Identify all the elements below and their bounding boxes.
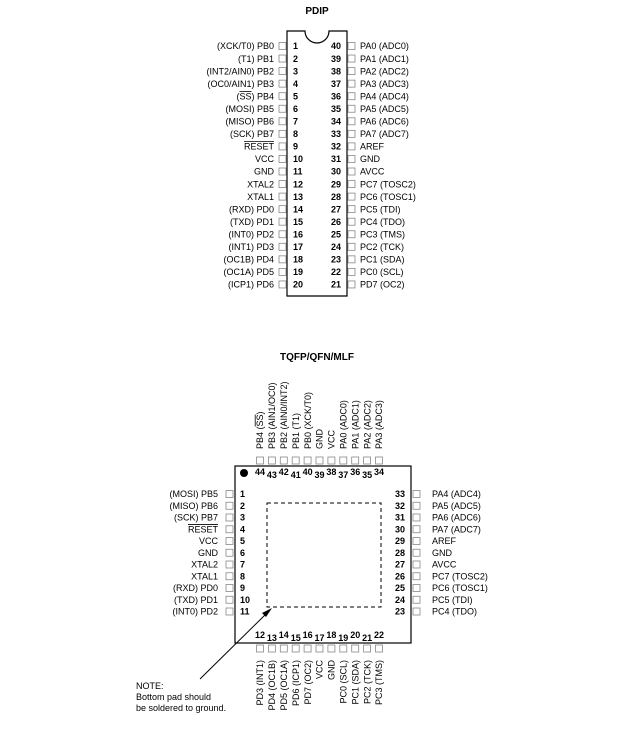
tqfp-package (136, 352, 488, 713)
tqfp-pin-27-label: AVCC (432, 559, 457, 570)
pdip-pin-3-number: 3 (293, 66, 299, 77)
pdip-pin-33-number: 33 (330, 129, 341, 140)
pdip-pin-14-number: 14 (293, 204, 304, 215)
tqfp-pin-36-label: PA1 (ADC1) (350, 400, 361, 449)
tqfp-pin-25-label: PC6 (TOSC1) (432, 583, 488, 594)
tqfp-pin-26-label: PC7 (TOSC2) (432, 571, 488, 582)
pdip-pin-23-number: 23 (330, 254, 341, 265)
pin1-marker-dot (240, 469, 248, 477)
tqfp-pin-24-number: 24 (394, 594, 405, 605)
pdip-pin-7-number: 7 (293, 116, 299, 127)
tqfp-pin-21-number: 21 (362, 633, 373, 643)
tqfp-pin-16-lead (304, 645, 311, 652)
pdip-pin-21-label: PD7 (OC2) (360, 279, 405, 290)
tqfp-pin-5-lead (226, 538, 233, 545)
pdip-pin-9-number: 9 (293, 141, 299, 152)
pdip-pin-2-number: 2 (293, 53, 299, 64)
tqfp-pin-23-lead (413, 608, 420, 615)
tqfp-pin-13-lead (268, 645, 275, 652)
pdip-pin-24-number: 24 (330, 242, 341, 252)
pdip-pin-34-label: PA6 (ADC6) (360, 116, 409, 127)
pdip-pin-18-label: (OC1B) PD4 (223, 254, 274, 265)
tqfp-pin-17-label: VCC (314, 660, 325, 680)
tqfp-pin-25-lead (413, 585, 420, 592)
pdip-pin-31-label: GND (360, 154, 380, 165)
tqfp-pin-17-number: 17 (314, 633, 325, 643)
pdip-pin-32-lead (348, 143, 355, 150)
pdip-pin-25-number: 25 (330, 229, 341, 240)
pdip-pin-28-label: PC6 (TOSC1) (360, 191, 416, 202)
pdip-pin-4-lead (279, 80, 286, 87)
tqfp-pin-44-number: 44 (254, 467, 266, 477)
pdip-pin-25-lead (348, 231, 355, 238)
pdip-pin-40-number: 40 (330, 41, 341, 52)
pdip-pin-40-lead (348, 43, 355, 50)
pdip-pin-22-number: 22 (330, 267, 341, 278)
pdip-pin-30-number: 30 (330, 166, 341, 177)
tqfp-pin-31-number: 31 (394, 512, 405, 523)
pdip-pin-38-label: PA2 (ADC2) (360, 66, 409, 77)
pdip-pin-24-lead (348, 243, 355, 250)
tqfp-pin-26-number: 26 (394, 571, 405, 582)
tqfp-pin-31-lead (413, 514, 420, 521)
pdip-pin-7-label: (MISO) PB6 (225, 116, 274, 127)
tqfp-pin-4-label: RESET (187, 524, 218, 535)
tqfp-pin-6-lead (226, 549, 233, 556)
pdip-pin-23-lead (348, 256, 355, 263)
tqfp-pin-13-label: PD4 (OC1B) (267, 660, 278, 711)
pdip-pin-12-lead (279, 181, 286, 188)
pdip-pin-16-label: (INT0) PD2 (228, 229, 274, 240)
pdip-pin-39-lead (348, 55, 355, 62)
tqfp-pin-41-lead (292, 457, 299, 464)
pdip-pin-10-label: VCC (254, 154, 274, 165)
tqfp-pin-20-lead (352, 645, 359, 652)
tqfp-pin-33-number: 33 (394, 489, 405, 500)
tqfp-pin-9-lead (226, 585, 233, 592)
pdip-pin-35-number: 35 (330, 103, 341, 114)
tqfp-pin-6-label: GND (198, 547, 218, 558)
pdip-pin-14-lead (279, 206, 286, 213)
pdip-pin-24-label: PC2 (TCK) (360, 242, 405, 252)
pdip-pin-14-label: (RXD) PD0 (228, 204, 274, 215)
tqfp-pin-41-number: 41 (290, 470, 301, 480)
tqfp-pin-35-lead (364, 457, 371, 464)
pdip-pin-19-lead (279, 268, 286, 275)
tqfp-pin-27-number: 27 (394, 559, 405, 570)
pdip-pin-4-number: 4 (293, 78, 299, 89)
pdip-pin-11-number: 11 (293, 166, 303, 177)
tqfp-pin-28-number: 28 (394, 547, 405, 558)
pdip-pin-20-label: (ICP1) PD6 (227, 279, 274, 290)
pdip-pin-36-lead (348, 93, 355, 100)
tqfp-pin-8-lead (226, 573, 233, 580)
tqfp-pin-14-number: 14 (278, 630, 289, 640)
tqfp-pin-28-label: GND (432, 547, 452, 558)
pdip-pin-38-lead (348, 68, 355, 75)
tqfp-pin-34-lead (376, 457, 383, 464)
pdip-title: PDIP (305, 6, 329, 17)
tqfp-pin-18-number: 18 (326, 630, 337, 640)
pdip-pin-12-number: 12 (293, 179, 304, 190)
tqfp-pin-36-number: 36 (350, 467, 361, 477)
tqfp-pin-24-lead (413, 596, 420, 603)
pdip-pin-37-lead (348, 80, 355, 87)
tqfp-pin-30-label: PA7 (ADC7) (432, 524, 481, 535)
tqfp-pin-10-number: 10 (240, 594, 251, 605)
tqfp-pin-43-label: PB3 (AIN1/OC0) (267, 382, 278, 449)
pdip-pin-1-number: 1 (293, 41, 299, 52)
pdip-pin-1-label: (XCK/T0) PB0 (216, 41, 274, 52)
pdip-pin-37-number: 37 (330, 78, 341, 89)
tqfp-pin-4-lead (226, 526, 233, 533)
pdip-pin-9-lead (279, 143, 286, 150)
tqfp-pin-42-number: 42 (278, 467, 289, 477)
tqfp-pin-10-lead (226, 596, 233, 603)
pdip-pin-23-label: PC1 (SDA) (360, 254, 405, 265)
tqfp-pin-19-number: 19 (338, 633, 349, 643)
tqfp-pin-18-label: GND (326, 660, 337, 680)
tqfp-pin-35-number: 35 (362, 470, 373, 480)
tqfp-pin-44-label: PB4 (SS) (255, 411, 266, 449)
tqfp-pin-22-label: PC3 (TMS) (374, 660, 385, 705)
tqfp-pin-7-label: XTAL2 (191, 559, 218, 570)
pdip-pin-10-lead (279, 155, 286, 162)
pdip-pin-38-number: 38 (330, 66, 341, 77)
tqfp-pin-19-label: PC0 (SCL) (338, 660, 349, 704)
pdip-pin-32-label: AREF (360, 141, 385, 152)
tqfp-pin-1-label: (MOSI) PB5 (169, 489, 218, 500)
tqfp-pin-41-label: PB1 (T1) (290, 412, 301, 449)
pdip-package (206, 6, 415, 296)
pdip-pin-39-label: PA1 (ADC1) (360, 53, 409, 64)
tqfp-pin-23-label: PC4 (TDO) (432, 606, 477, 617)
tqfp-pin-40-number: 40 (302, 467, 313, 477)
pdip-pin-17-number: 17 (293, 242, 304, 252)
tqfp-pin-14-lead (280, 645, 287, 652)
tqfp-pin-8-label: XTAL1 (191, 571, 218, 582)
tqfp-pin-17-lead (316, 645, 323, 652)
pdip-pin-11-label: GND (254, 166, 274, 177)
tqfp-pin-2-lead (226, 502, 233, 509)
pdip-pin-2-lead (279, 55, 286, 62)
tqfp-pin-19-lead (340, 645, 347, 652)
pdip-pin-17-label: (INT1) PD3 (228, 242, 274, 252)
pdip-pin-3-label: (INT2/AIN0) PB2 (206, 66, 274, 77)
tqfp-pin-11-number: 11 (240, 606, 250, 617)
tqfp-pin-29-label: AREF (432, 536, 457, 547)
pdip-pin-1-lead (279, 43, 286, 50)
tqfp-pin-3-label: (SCK) PB7 (173, 512, 218, 523)
tqfp-pin-36-lead (352, 457, 359, 464)
pdip-pin-8-label: (SCK) PB7 (229, 129, 274, 140)
tqfp-pin-34-number: 34 (373, 467, 385, 477)
tqfp-pin-38-label: VCC (326, 429, 337, 449)
tqfp-pin-7-number: 7 (240, 559, 246, 570)
pdip-pin-25-label: PC3 (TMS) (360, 229, 405, 240)
pdip-pin-8-number: 8 (293, 129, 299, 140)
tqfp-pin-12-label: PD3 (INT1) (255, 660, 266, 706)
pdip-pin-16-lead (279, 231, 286, 238)
pdip-pin-15-lead (279, 218, 286, 225)
pdip-pin-39-number: 39 (330, 53, 341, 64)
pdip-pin-29-lead (348, 181, 355, 188)
pdip-pin-30-label: AVCC (360, 166, 385, 177)
tqfp-pin-20-number: 20 (350, 630, 361, 640)
pdip-pin-13-lead (279, 193, 286, 200)
tqfp-pin-18-lead (328, 645, 335, 652)
pdip-pin-16-number: 16 (293, 229, 304, 240)
pdip-pin-30-lead (348, 168, 355, 175)
tqfp-pin-12-number: 12 (254, 630, 266, 640)
tqfp-pin-5-label: VCC (198, 536, 218, 547)
pdip-pin-27-label: PC5 (TDI) (360, 204, 401, 215)
pdip-pin-28-lead (348, 193, 355, 200)
pdip-pin-33-lead (348, 130, 355, 137)
pdip-pin-6-label: (MOSI) PB5 (225, 103, 274, 114)
tqfp-pin-43-number: 43 (266, 470, 277, 480)
tqfp-pin-22-number: 22 (373, 630, 385, 640)
tqfp-pin-14-label: PD5 (OC1A) (279, 660, 289, 711)
pdip-pin-26-lead (348, 218, 355, 225)
tqfp-pin-1-number: 1 (240, 489, 246, 500)
pdip-pin-15-number: 15 (293, 216, 304, 227)
tqfp-pin-16-number: 16 (302, 630, 313, 640)
tqfp-pin-37-number: 37 (338, 470, 349, 480)
pdip-pin-5-label: (SS) PB4 (236, 91, 274, 102)
pdip-pin-9-label: RESET (243, 141, 274, 152)
tqfp-pin-29-lead (413, 538, 420, 545)
pdip-pin-36-number: 36 (330, 91, 341, 102)
tqfp-pin-7-lead (226, 561, 233, 568)
pdip-pin-13-label: XTAL1 (247, 191, 274, 202)
tqfp-pin-1-lead (226, 491, 233, 498)
pdip-pin-32-number: 32 (330, 141, 341, 152)
tqfp-pin-29-number: 29 (394, 536, 405, 547)
tqfp-pin-10-label: (TXD) PD1 (173, 594, 218, 605)
tqfp-pin-37-label: PA0 (ADC0) (338, 400, 349, 449)
tqfp-pin-16-label: PD7 (OC2) (302, 660, 313, 705)
pdip-pin-27-number: 27 (330, 204, 341, 215)
tqfp-pin-40-lead (304, 457, 311, 464)
tqfp-pin-2-label: (MISO) PB6 (169, 500, 218, 511)
tqfp-pin-12-lead (257, 645, 264, 652)
tqfp-pin-15-number: 15 (290, 633, 301, 643)
pdip-pin-26-number: 26 (330, 216, 341, 227)
tqfp-pin-44-lead (257, 457, 264, 464)
pdip-pin-6-lead (279, 105, 286, 112)
pdip-pin-6-number: 6 (293, 103, 299, 114)
tqfp-pin-30-number: 30 (394, 524, 405, 535)
tqfp-pin-22-lead (376, 645, 383, 652)
pdip-pin-34-number: 34 (330, 116, 341, 127)
pdip-pin-34-lead (348, 118, 355, 125)
tqfp-chip-body (235, 466, 411, 643)
pdip-pin-27-lead (348, 206, 355, 213)
note-title: NOTE: (136, 681, 164, 691)
pdip-pin-21-number: 21 (330, 279, 341, 290)
tqfp-pin-32-lead (413, 502, 420, 509)
tqfp-pin-2-number: 2 (240, 500, 246, 511)
pdip-pin-17-lead (279, 243, 286, 250)
tqfp-pin-32-label: PA5 (ADC5) (432, 500, 481, 511)
tqfp-pin-30-lead (413, 526, 420, 533)
pdip-pin-40-label: PA0 (ADC0) (360, 41, 409, 52)
tqfp-pin-4-number: 4 (240, 524, 246, 535)
tqfp-pin-38-number: 38 (326, 467, 337, 477)
pdip-pin-26-label: PC4 (TDO) (360, 216, 405, 227)
tqfp-pin-33-lead (413, 491, 420, 498)
tqfp-pin-33-label: PA4 (ADC4) (432, 489, 481, 500)
tqfp-pin-25-number: 25 (394, 583, 405, 594)
pdip-pin-33-label: PA7 (ADC7) (360, 129, 409, 140)
tqfp-pin-43-lead (268, 457, 275, 464)
tqfp-pin-11-label: (INT0) PD2 (172, 606, 218, 617)
tqfp-pin-42-label: PB2 (AIN0/INT2) (279, 381, 289, 449)
tqfp-pin-38-lead (328, 457, 335, 464)
tqfp-pin-34-label: PA3 (ADC3) (374, 400, 385, 449)
pdip-pin-19-label: (OC1A) PD5 (223, 267, 274, 278)
tqfp-pin-5-number: 5 (240, 536, 246, 547)
pdip-pin-35-lead (348, 105, 355, 112)
pdip-pin-21-lead (348, 281, 355, 288)
tqfp-pin-15-label: PD6 (ICP1) (290, 660, 301, 707)
tqfp-pin-3-number: 3 (240, 512, 246, 523)
tqfp-pin-26-lead (413, 573, 420, 580)
tqfp-pin-20-label: PC1 (SDA) (350, 660, 361, 705)
tqfp-pin-15-lead (292, 645, 299, 652)
pdip-pin-18-lead (279, 256, 286, 263)
pdip-pin-11-lead (279, 168, 286, 175)
pdip-pin-36-label: PA4 (ADC4) (360, 91, 409, 102)
pdip-pin-31-number: 31 (330, 154, 341, 165)
pdip-pin-4-label: (OC0/AIN1) PB3 (207, 78, 274, 89)
tqfp-pin-31-label: PA6 (ADC6) (432, 512, 481, 523)
tqfp-pin-39-number: 39 (314, 470, 325, 480)
tqfp-pin-21-lead (364, 645, 371, 652)
tqfp-pin-21-label: PC2 (TCK) (362, 660, 373, 705)
note-line-1: Bottom pad should (136, 692, 212, 702)
pdip-pin-8-lead (279, 130, 286, 137)
pdip-pin-37-label: PA3 (ADC3) (360, 78, 409, 89)
tqfp-pin-42-lead (280, 457, 287, 464)
tqfp-pin-13-number: 13 (266, 633, 277, 643)
pdip-pin-28-number: 28 (330, 191, 341, 202)
pdip-pin-5-lead (279, 93, 286, 100)
tqfp-pin-23-number: 23 (394, 606, 405, 617)
pdip-pin-20-lead (279, 281, 286, 288)
pdip-pin-13-number: 13 (293, 191, 304, 202)
tqfp-pin-40-label: PB0 (XCK/T0) (302, 391, 313, 449)
tqfp-pin-39-label: GND (314, 429, 325, 449)
tqfp-pin-3-lead (226, 514, 233, 521)
pdip-pin-3-lead (279, 68, 286, 75)
pdip-pin-18-number: 18 (293, 254, 304, 265)
tqfp-title: TQFP/QFN/MLF (280, 352, 354, 363)
pdip-pin-10-number: 10 (293, 154, 304, 165)
pdip-pin-22-label: PC0 (SCL) (360, 267, 404, 278)
pdip-pin-15-label: (TXD) PD1 (229, 216, 274, 227)
tqfp-pin-39-lead (316, 457, 323, 464)
pdip-pin-35-label: PA5 (ADC5) (360, 103, 409, 114)
tqfp-pin-9-number: 9 (240, 583, 246, 594)
pdip-pin-31-lead (348, 155, 355, 162)
pdip-pin-7-lead (279, 118, 286, 125)
pdip-pin-5-number: 5 (293, 91, 299, 102)
tqfp-pin-28-lead (413, 549, 420, 556)
pdip-pin-20-number: 20 (293, 279, 304, 290)
pdip-pin-22-lead (348, 268, 355, 275)
pdip-pin-12-label: XTAL2 (247, 179, 274, 190)
note-line-2: be soldered to ground. (136, 703, 227, 713)
tqfp-pin-8-number: 8 (240, 571, 246, 582)
tqfp-pin-11-lead (226, 608, 233, 615)
tqfp-pin-35-label: PA2 (ADC2) (362, 400, 373, 449)
tqfp-pin-32-number: 32 (394, 500, 405, 511)
pdip-pin-2-label: (T1) PB1 (237, 53, 274, 64)
tqfp-pin-24-label: PC5 (TDI) (432, 594, 473, 605)
tqfp-pin-37-lead (340, 457, 347, 464)
tqfp-pin-27-lead (413, 561, 420, 568)
tqfp-pin-9-label: (RXD) PD0 (172, 583, 218, 594)
pdip-pin-29-number: 29 (330, 179, 341, 190)
pdip-pin-19-number: 19 (293, 267, 304, 278)
tqfp-pin-6-number: 6 (240, 547, 246, 558)
pdip-pin-29-label: PC7 (TOSC2) (360, 179, 416, 190)
